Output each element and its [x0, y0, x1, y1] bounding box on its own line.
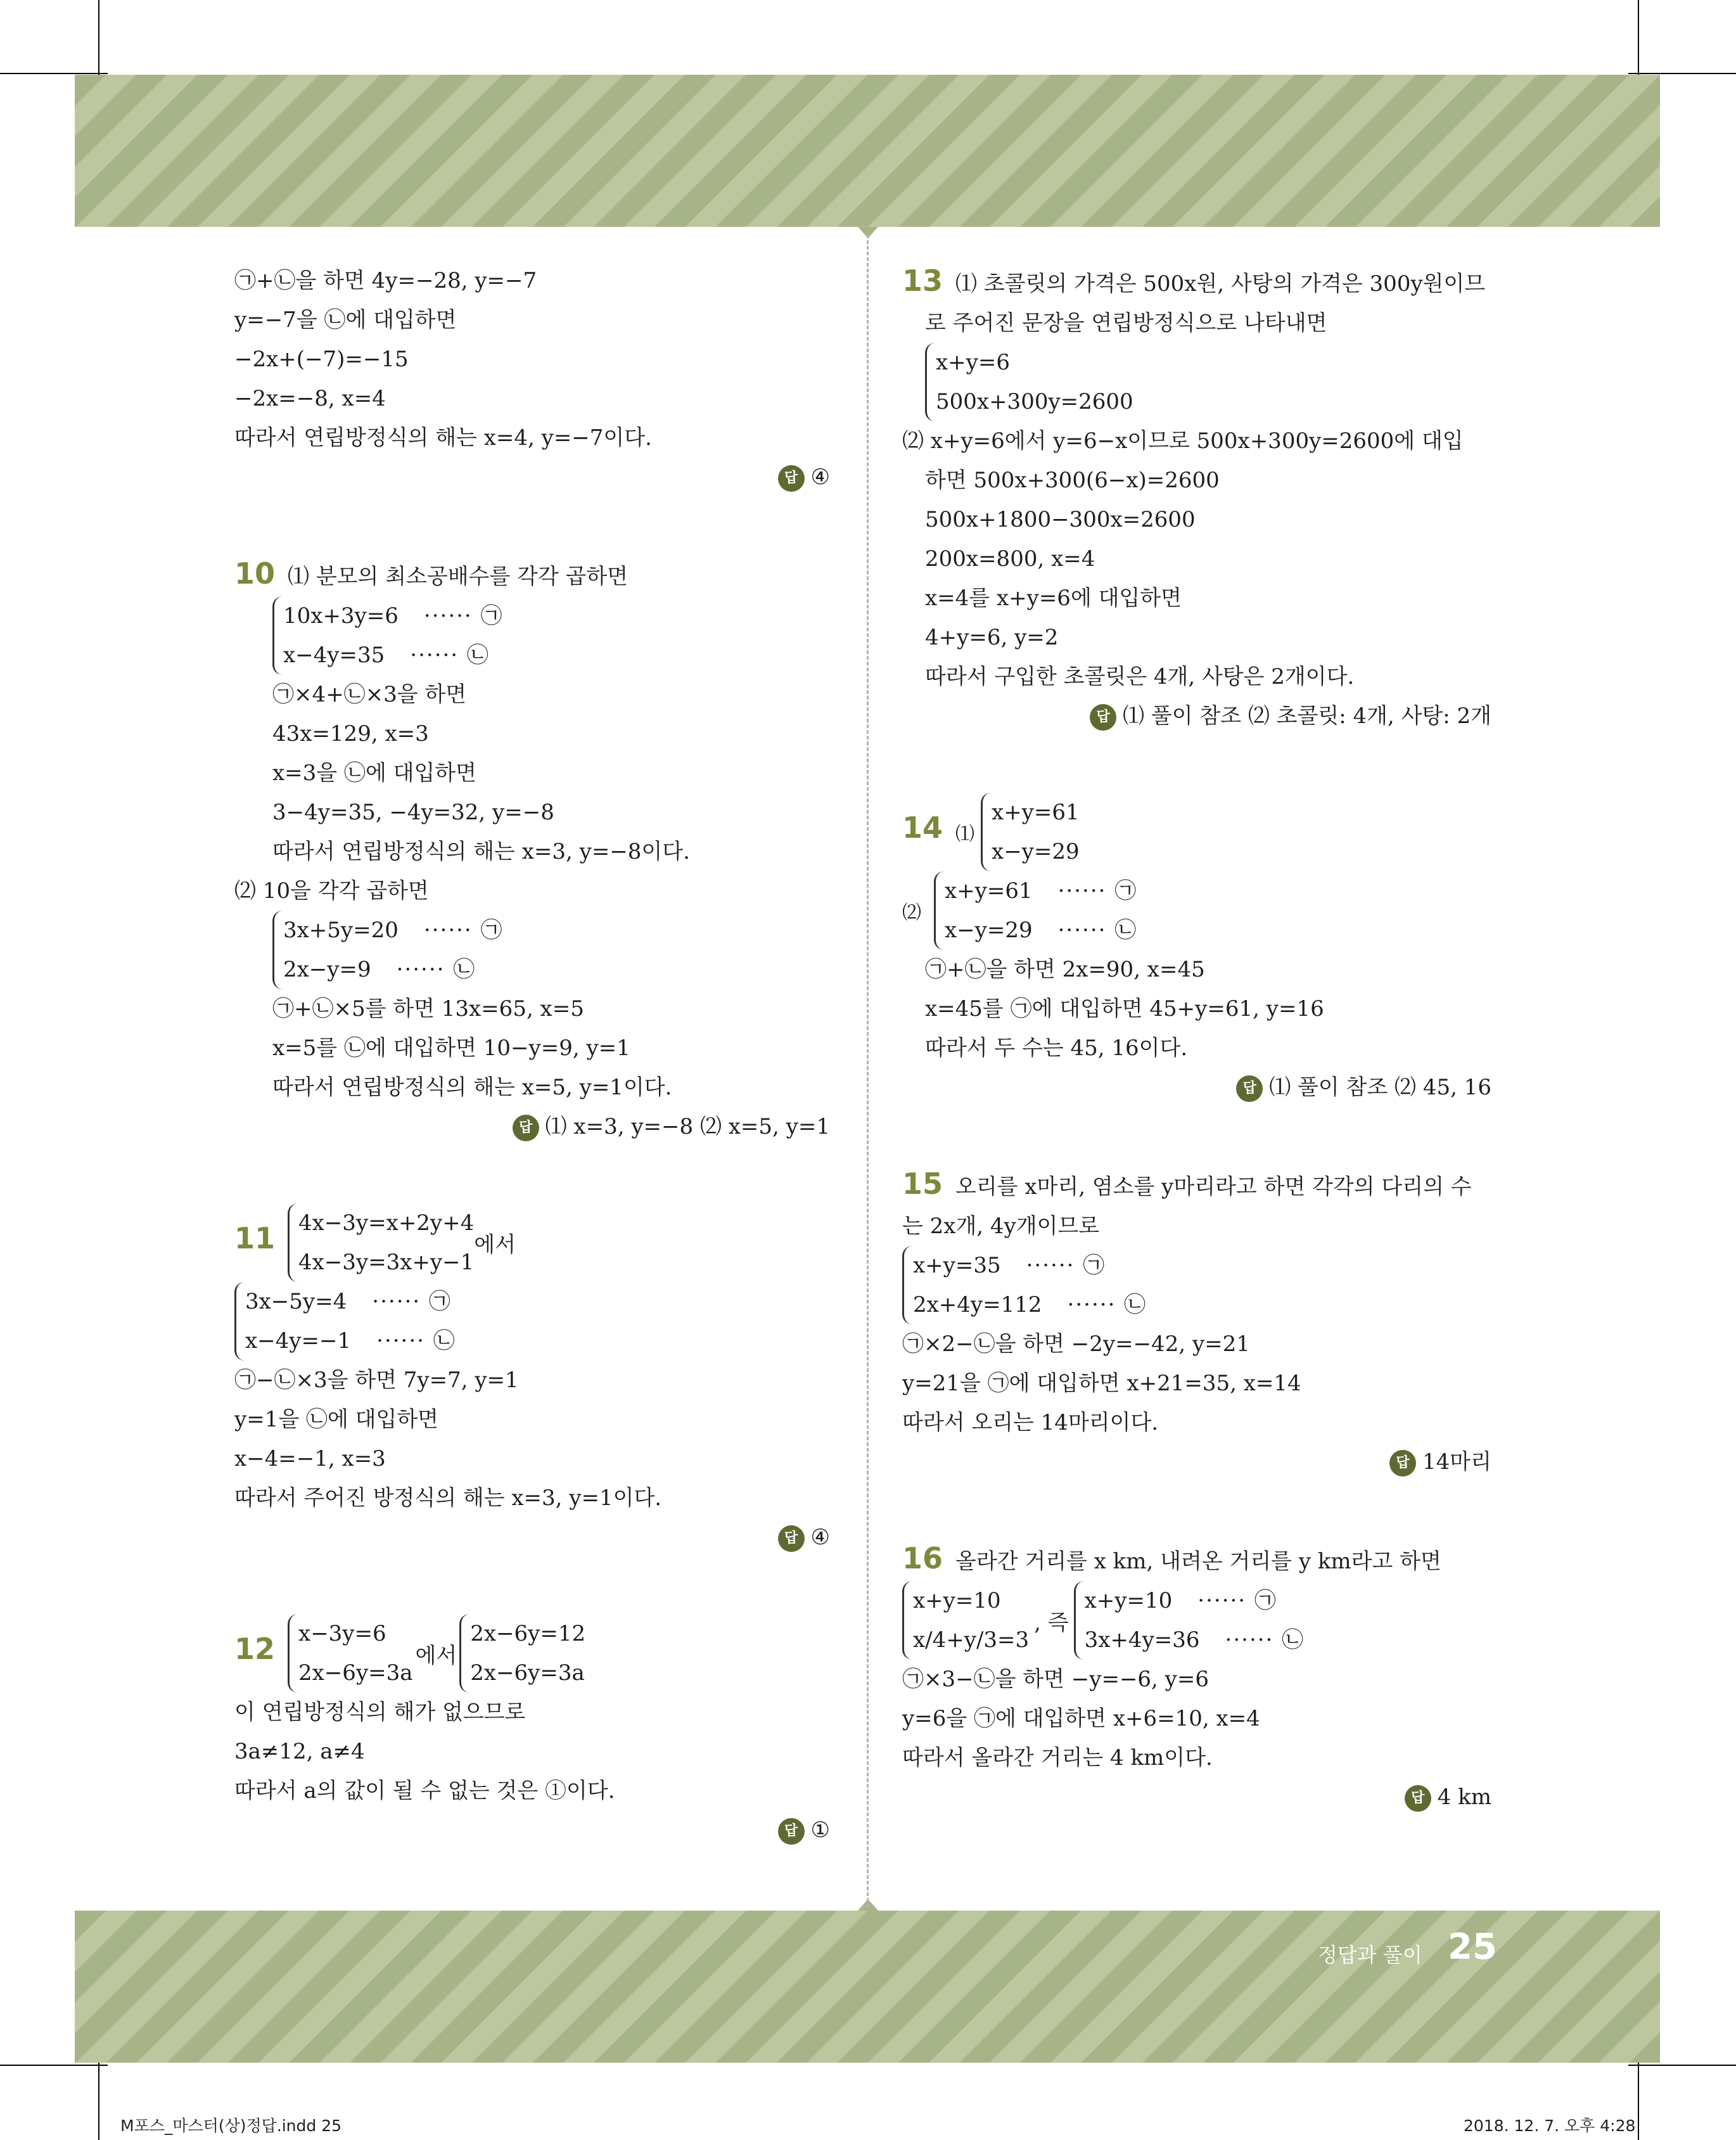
answer-line [902, 1442, 1491, 1482]
equation-system [902, 1581, 1029, 1660]
answer-text: ⑴ x=3, y=−8 ⑵ x=5, y=1 [545, 1114, 830, 1139]
solution-line: 3a≠12, a≠4 [234, 1739, 365, 1764]
solution-line: 3−4y=35, −4y=32, y=−8 [272, 800, 554, 825]
equation: x+y=6 [936, 350, 1010, 375]
problem-intro-continued: 는 2x개, 4y개이므로 [902, 1214, 1100, 1239]
equation: x−y=29 [945, 918, 1033, 943]
answer-text: ④ [810, 1525, 830, 1550]
solution-line: 하면 500x+300(6−x)=2600 [925, 468, 1220, 493]
solution-line: y=21을 ㉠에 대입하면 x+21=35, x=14 [902, 1371, 1301, 1396]
crop-mark [0, 2065, 108, 2066]
section-label: 정답과 풀이 [1318, 1943, 1422, 1967]
equation: 3x+5y=20 [283, 918, 399, 943]
equation: x−y=29 [992, 839, 1080, 864]
part-label: ⑵ [902, 902, 921, 924]
problem-15 [902, 1164, 1491, 1482]
print-slug-file: M포스_마스터(상)정답.indd 25 [120, 2117, 342, 2135]
solution-line: y=−7을 ㉡에 대입하면 [234, 307, 457, 333]
equation: 3x−5y=4 [245, 1289, 347, 1314]
solution-line: ㉠+㉡을 하면 2x=90, x=45 [925, 957, 1205, 982]
header-band [75, 75, 1660, 227]
problem-14 [902, 793, 1491, 1107]
problem-number: 13 [902, 264, 943, 298]
problem-number: 11 [234, 1221, 276, 1255]
equation-pair [902, 1581, 1491, 1660]
equation-tag: ······ ㉡ [410, 643, 490, 668]
problem-head [234, 1203, 830, 1282]
answer-line [234, 1518, 830, 1557]
equation-system [288, 1203, 474, 1282]
solution-line: x=5를 ㉡에 대입하면 10−y=9, y=1 [272, 1035, 630, 1061]
solution-line: ㉠+㉡×5를 하면 13x=65, x=5 [272, 996, 584, 1022]
problem-12 [234, 1614, 830, 1850]
equation-system [902, 1246, 1147, 1324]
equation: 2x−6y=3a [470, 1660, 585, 1686]
problem-head [902, 1164, 1491, 1207]
solution-line: x=45를 ㉠에 대입하면 45+y=61, y=16 [925, 996, 1324, 1022]
solution-line: x=3을 ㉡에 대입하면 [272, 760, 476, 786]
equation: 4x−3y=x+2y+4 [298, 1210, 475, 1236]
problem-intro: 올라간 거리를 x km, 내려온 거리를 y km라고 하면 [955, 1549, 1441, 1574]
solution-line: −2x+(−7)=−15 [234, 347, 409, 372]
problem-number: 10 [234, 556, 276, 591]
answer-badge-icon: 답 [778, 1525, 805, 1552]
equation: 10x+3y=6 [283, 603, 399, 629]
page-number: 25 [1448, 1926, 1497, 1968]
answer-text: 14마리 [1422, 1449, 1491, 1475]
equation-system [925, 343, 1133, 421]
part-heading: ⑵ x+y=6에서 y=6−x이므로 500x+300y=2600에 대입 [902, 428, 1464, 454]
solution-line: x−4=−1, x=3 [234, 1446, 386, 1471]
problem-number: 14 [902, 811, 943, 845]
answer-text: ④ [810, 465, 830, 490]
equation-tag: ······ ㉠ [423, 603, 504, 629]
equation-system [272, 596, 504, 675]
equation-system [272, 911, 504, 989]
solution-line: ㉠−㉡×3을 하면 7y=7, y=1 [234, 1368, 519, 1393]
answer-line [234, 1107, 830, 1146]
solution-line: 500x+1800−300x=2600 [925, 507, 1196, 532]
print-slug-date: 2018. 12. 7. 오후 4:28 [1464, 2117, 1636, 2135]
problem-9-solution [234, 261, 830, 497]
problem-10 [234, 554, 830, 1146]
problem-13 [902, 261, 1491, 736]
left-column [234, 261, 830, 1850]
problem-intro: 오리를 x마리, 염소를 y마리라고 하면 각각의 다리의 수 [955, 1174, 1472, 1200]
problem-head [902, 793, 1491, 871]
equation-tag: ······ ㉠ [1026, 1253, 1106, 1278]
answer-badge-icon: 답 [778, 465, 805, 492]
problem-number: 12 [234, 1632, 276, 1666]
solution-line: 따라서 구입한 초콜릿은 4개, 사탕은 2개이다. [925, 664, 1355, 689]
equation-tag: ······ ㉠ [1197, 1588, 1277, 1613]
answer-badge-icon: 답 [513, 1115, 539, 1141]
equation: 500x+300y=2600 [936, 389, 1133, 414]
solution-line: 이 연립방정식의 해가 없으므로 [234, 1700, 526, 1725]
answer-badge-icon: 답 [778, 1818, 805, 1845]
equation-tag: ······ ㉡ [1057, 918, 1138, 943]
right-column [902, 261, 1491, 1817]
equation: x+y=35 [913, 1253, 1001, 1278]
solution-line: 따라서 a의 값이 될 수 없는 것은 ①이다. [234, 1778, 615, 1804]
solution-line: −2x=−8, x=4 [234, 386, 386, 411]
part-label: ⑴ [955, 823, 975, 845]
system-connector: , 즉 [1034, 1610, 1069, 1636]
equation-system [934, 871, 1137, 950]
solution-line: y=6을 ㉠에 대입하면 x+6=10, x=4 [902, 1706, 1260, 1731]
equation-system [981, 793, 1080, 871]
equation-system [1074, 1581, 1305, 1660]
equation-system [288, 1614, 413, 1693]
solution-line: ㉠+㉡을 하면 4y=−28, y=−7 [234, 268, 537, 293]
solution-line: 따라서 두 수는 45, 16이다. [925, 1035, 1188, 1061]
solution-line: x=4를 x+y=6에 대입하면 [925, 586, 1182, 611]
answer-line [234, 1810, 830, 1850]
part-2 [902, 871, 1491, 950]
answer-line [902, 1778, 1491, 1817]
answer-badge-icon: 답 [1090, 704, 1116, 731]
solution-line: ㉠×2−㉡을 하면 −2y=−42, y=21 [902, 1331, 1250, 1357]
equation-tag: ······ ㉡ [396, 957, 476, 982]
answer-badge-icon: 답 [1236, 1075, 1263, 1102]
equation: x+y=61 [992, 800, 1080, 825]
system-suffix: 에서 [474, 1232, 516, 1258]
answer-text: ① [810, 1817, 830, 1843]
equation: x+y=61 [945, 878, 1033, 904]
answer-text: ⑴ 풀이 참조 ⑵ 45, 16 [1269, 1075, 1491, 1100]
answer-badge-icon: 답 [1405, 1785, 1431, 1812]
equation: 3x+4y=36 [1084, 1627, 1200, 1653]
problem-intro-continued: 로 주어진 문장을 연립방정식으로 나타내면 [925, 311, 1327, 336]
equation: x−3y=6 [298, 1621, 386, 1646]
problem-head [234, 554, 830, 596]
equation: x+y=10 [1084, 1588, 1173, 1613]
answer-line [902, 1068, 1491, 1107]
solution-line: 43x=129, x=3 [272, 721, 429, 746]
solution-line: 따라서 연립방정식의 해는 x=3, y=−8이다. [272, 839, 690, 864]
equation-tag: ······ ㉠ [1057, 878, 1138, 904]
system-connector: 에서 [415, 1643, 457, 1669]
solution-line: ㉠×3−㉡을 하면 −y=−6, y=6 [902, 1667, 1209, 1692]
problem-intro: ⑴ 분모의 최소공배수를 각각 곱하면 [288, 564, 629, 589]
equation-tag: ······ ㉡ [376, 1328, 456, 1354]
crop-mark [1628, 73, 1736, 74]
answer-line [234, 458, 830, 497]
equation: x/4+y/3=3 [913, 1627, 1030, 1653]
problem-head [234, 1614, 830, 1693]
problem-intro: ⑴ 초콜릿의 가격은 500x원, 사탕의 가격은 300y원이므 [955, 271, 1486, 297]
solution-line: 따라서 오리는 14마리이다. [902, 1410, 1159, 1435]
answer-text: ⑴ 풀이 참조 ⑵ 초콜릿: 4개, 사탕: 2개 [1123, 703, 1491, 729]
solution-line: 따라서 올라간 거리는 4 km이다. [902, 1745, 1213, 1771]
equation: 2x−6y=12 [470, 1621, 586, 1646]
problem-number: 15 [902, 1167, 943, 1201]
equation: x−4y=35 [283, 643, 385, 668]
answer-badge-icon: 답 [1389, 1450, 1416, 1477]
footer-band [75, 1911, 1660, 2063]
solution-line: ㉠×4+㉡×3을 하면 [272, 682, 467, 707]
crop-mark [0, 73, 108, 74]
answer-line [902, 696, 1491, 736]
equation-system [234, 1282, 456, 1361]
equation-system [459, 1614, 585, 1693]
equation: x+y=10 [913, 1588, 1001, 1613]
equation: 2x+4y=112 [913, 1292, 1042, 1317]
equation-tag: ······ ㉡ [1225, 1627, 1305, 1653]
equation: 2x−6y=3a [298, 1660, 413, 1686]
crop-mark [1628, 2065, 1736, 2066]
solution-line: 따라서 연립방정식의 해는 x=5, y=1이다. [272, 1075, 672, 1100]
solution-line: 따라서 주어진 방정식의 해는 x=3, y=1이다. [234, 1485, 662, 1511]
column-divider [867, 234, 869, 1907]
problem-16 [902, 1539, 1491, 1817]
part-heading: ⑵ 10을 각각 곱하면 [234, 878, 429, 904]
problem-head [902, 261, 1491, 304]
equation-tag: ······ ㉠ [423, 918, 504, 943]
solution-line: y=1을 ㉡에 대입하면 [234, 1407, 439, 1432]
equation-tag: ······ ㉠ [372, 1289, 452, 1314]
equation: 2x−y=9 [283, 957, 371, 982]
equation: x−4y=−1 [245, 1328, 352, 1354]
equation-tag: ······ ㉡ [1067, 1292, 1147, 1317]
equation: 4x−3y=3x+y−1 [298, 1250, 475, 1275]
solution-line: 따라서 연립방정식의 해는 x=4, y=−7이다. [234, 425, 652, 451]
problem-head [902, 1539, 1491, 1581]
answer-text: 4 km [1437, 1784, 1491, 1810]
solution-line: 200x=800, x=4 [925, 546, 1095, 572]
problem-11 [234, 1203, 830, 1557]
solution-line: 4+y=6, y=2 [925, 625, 1059, 650]
problem-number: 16 [902, 1541, 943, 1575]
